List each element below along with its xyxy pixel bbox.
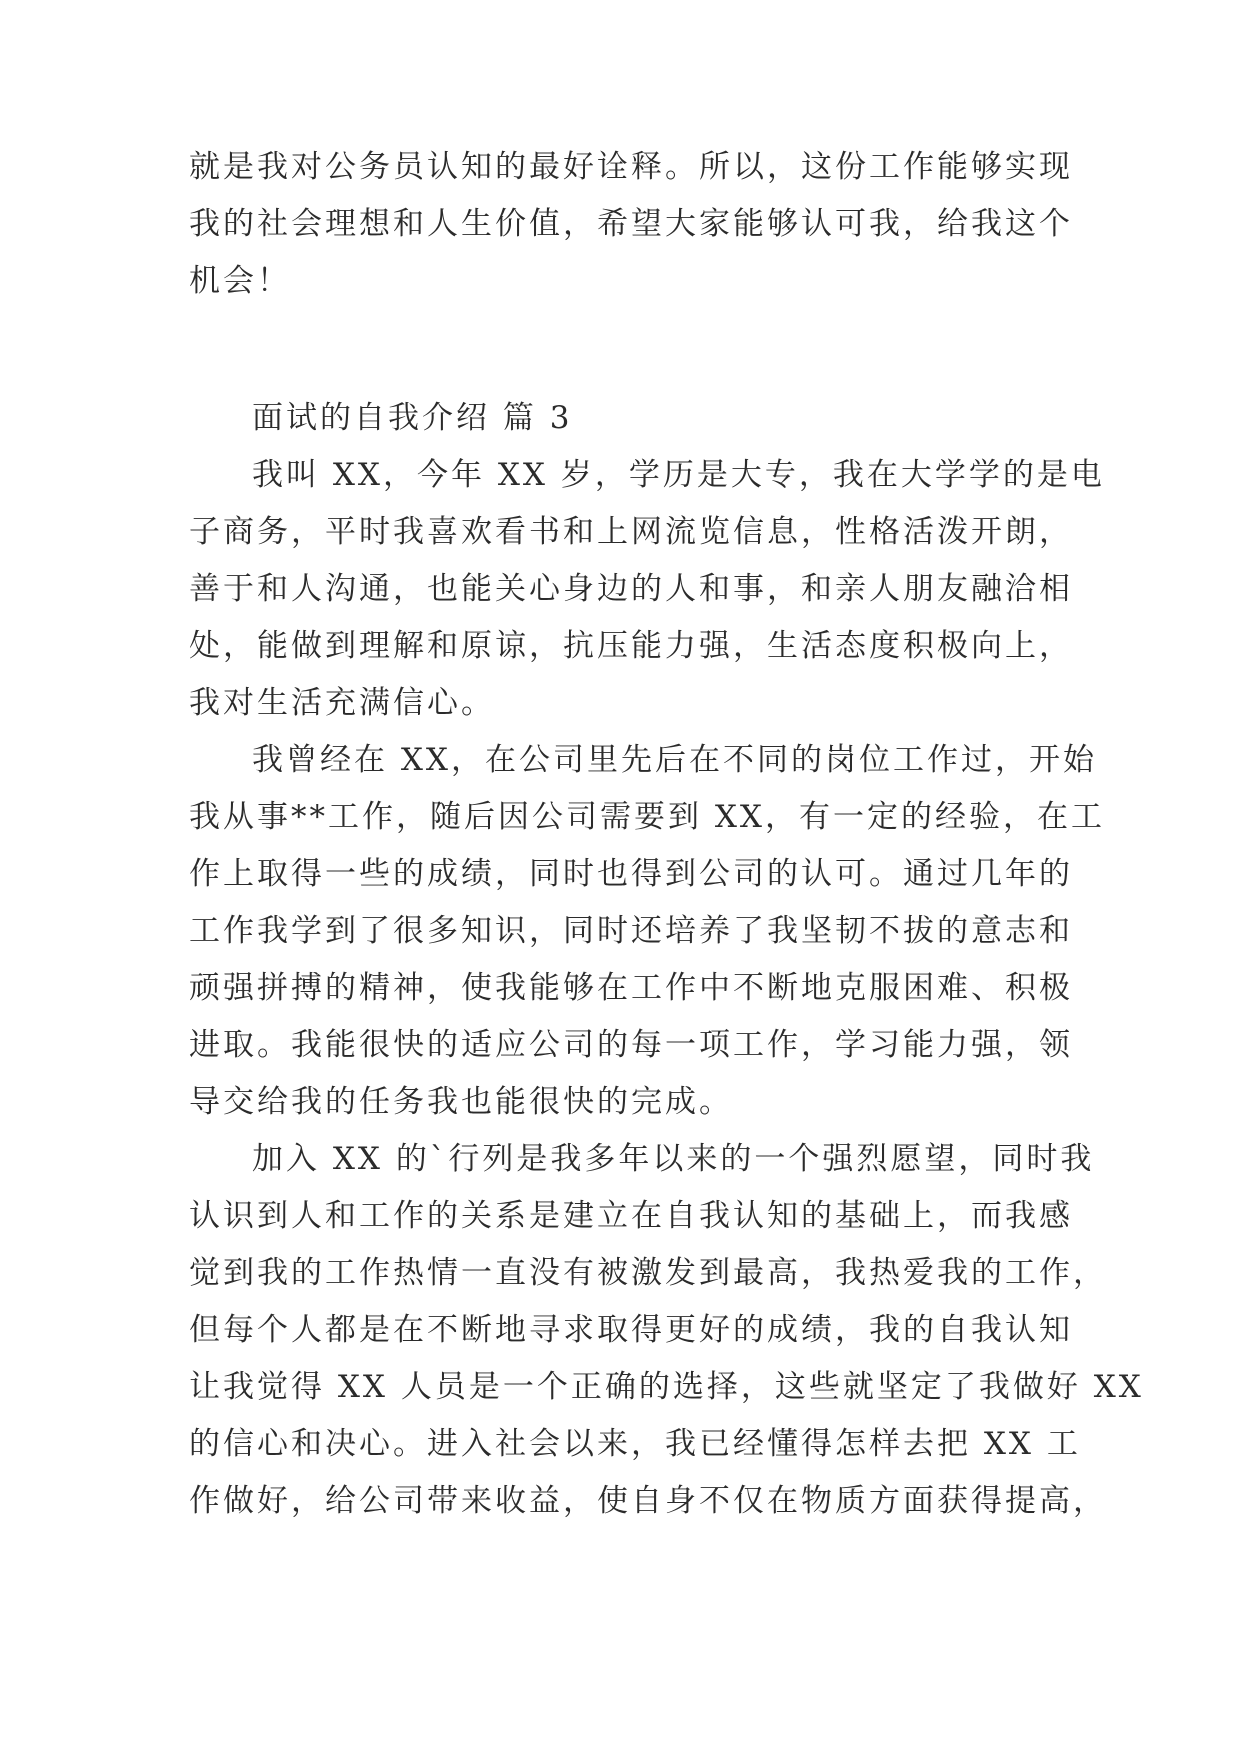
paragraph-line: 加入 XX 的`行列是我多年以来的一个强烈愿望，同时我 [252, 1141, 1095, 1177]
paragraph-line: 认识到人和工作的关系是建立在自我认知的基础上，而我感 [189, 1198, 1073, 1234]
paragraph-line: 就是我对公务员认知的最好诠释。所以，这份工作能够实现 [189, 149, 1073, 185]
paragraph-line: 我叫 XX，今年 XX 岁，学历是大专，我在大学学的是电 [252, 457, 1105, 493]
paragraph-line: 子商务，平时我喜欢看书和上网流览信息，性格活泼开朗， [189, 514, 1073, 550]
paragraph-line: 让我觉得 XX 人员是一个正确的选择，这些就坚定了我做好 XX [189, 1369, 1144, 1405]
paragraph-line: 处，能做到理解和原谅，抗压能力强，生活态度积极向上， [189, 628, 1073, 664]
paragraph-line: 我从事**工作，随后因公司需要到 XX，有一定的经验，在工 [189, 799, 1105, 835]
paragraph-line: 但每个人都是在不断地寻求取得更好的成绩，我的自我认知 [189, 1312, 1073, 1348]
paragraph-line: 进取。我能很快的适应公司的每一项工作，学习能力强，领 [189, 1027, 1073, 1063]
paragraph-line: 作上取得一些的成绩，同时也得到公司的认可。通过几年的 [189, 856, 1073, 892]
paragraph-line: 机会！ [189, 263, 291, 299]
paragraph-line: 我的社会理想和人生价值，希望大家能够认可我，给我这个 [189, 206, 1073, 242]
paragraph-line: 觉到我的工作热情一直没有被激发到最高，我热爱我的工作， [189, 1255, 1107, 1291]
paragraph-line: 我对生活充满信心。 [189, 685, 495, 721]
paragraph-line: 善于和人沟通，也能关心身边的人和事，和亲人朋友融洽相 [189, 571, 1073, 607]
paragraph-line: 作做好，给公司带来收益，使自身不仅在物质方面获得提高， [189, 1483, 1107, 1519]
paragraph-line: 我曾经在 XX，在公司里先后在不同的岗位工作过，开始 [252, 742, 1097, 778]
paragraph-line: 顽强拼搏的精神，使我能够在工作中不断地克服困难、积极 [189, 970, 1073, 1006]
paragraph-line: 的信心和决心。进入社会以来，我已经懂得怎样去把 XX 工 [189, 1426, 1081, 1462]
paragraph-line: 工作我学到了很多知识，同时还培养了我坚韧不拔的意志和 [189, 913, 1073, 949]
section-heading: 面试的自我介绍 篇 3 [252, 400, 573, 436]
paragraph-line: 导交给我的任务我也能很快的完成。 [189, 1084, 733, 1120]
